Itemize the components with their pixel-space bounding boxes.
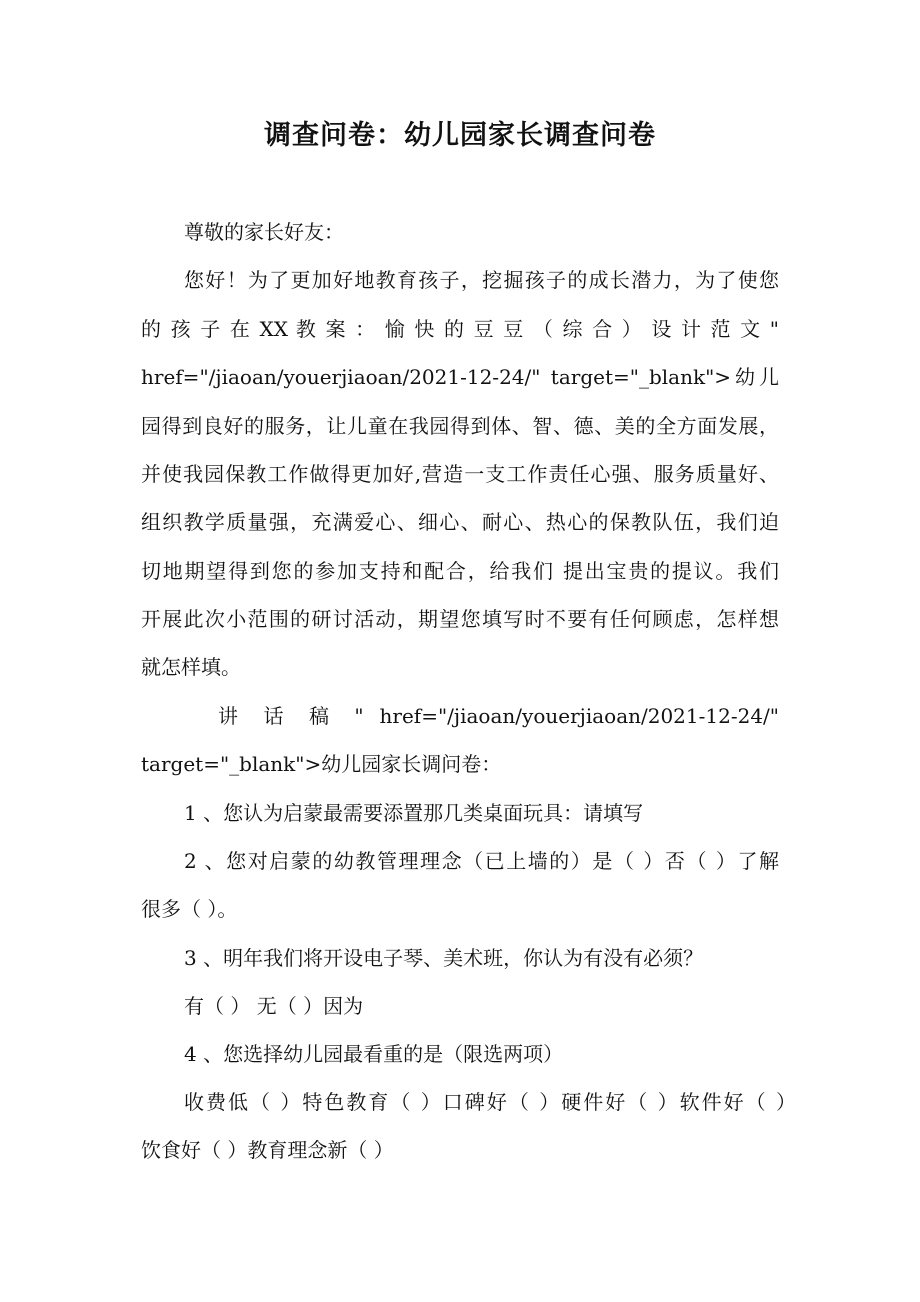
- question-3: 3 、明年我们将开设电子琴、美术班，你认为有没有必须？: [184, 946, 704, 970]
- paragraph2-line-1: 讲 话 稿 " href="/jiaoan/youerjiaoan/2021-12-24/": [218, 704, 779, 728]
- question-4: 4 、您选择幼儿园最看重的是（限选两项）: [184, 1042, 564, 1066]
- question-2-line-1: 2 、您对启蒙的幼教管理理念（已上墙的）是（ ）否（ ）了解: [184, 849, 779, 873]
- paragraph1-line-3: href="/jiaoan/youerjiaoan/2021-12-24/" target="_blank">幼儿: [141, 365, 779, 389]
- question-4-options-line-1: 收费低（ ）特色教育（ ）口碑好（ ）硬件好（ ）软件好（ ）: [184, 1090, 796, 1114]
- greeting: 尊敬的家长好友：: [184, 220, 344, 244]
- paragraph2-line-2: target="_blank">幼儿园家长调问卷：: [141, 752, 502, 776]
- paragraph1-line-6: 组织教学质量强，充满爱心、细心、耐心、热心的保教队伍，我们迫: [141, 510, 779, 534]
- document-title: 调查问卷：幼儿园家长调查问卷: [264, 120, 656, 151]
- question-2-line-2: 很多（ ）。: [141, 897, 238, 921]
- paragraph1-line-5: 并使我园保教工作做得更加好,营造一支工作责任心强、服务质量好、: [141, 462, 779, 486]
- paragraph1-line-7: 切地期望得到您的参加支持和配合，给我们 提出宝贵的提议。我们: [141, 559, 779, 583]
- question-1: 1 、您认为启蒙最需要添置那几类桌面玩具：请填写: [184, 801, 644, 825]
- paragraph1-line-9: 就怎样填。: [141, 655, 241, 679]
- paragraph1-line-8: 开展此次小范围的研讨活动，期望您填写时不要有任何顾虑，怎样想: [141, 607, 779, 631]
- paragraph1-line-2: 的 孩 子 在 XX 教 案 ： 愉 快 的 豆 豆 （ 综 合 ） 设 计 范 文 ": [141, 317, 779, 341]
- question-3-options: 有（ ） 无（ ）因为: [184, 994, 364, 1018]
- paragraph1-line-4: 园得到良好的服务，让儿童在我园得到体、智、德、美的全方面发展，: [141, 414, 779, 438]
- question-4-options-line-2: 饮食好（ ）教育理念新（ ）: [141, 1138, 394, 1162]
- paragraph1-line-1: 您好！为了更加好地教育孩子，挖掘孩子的成长潜力，为了使您: [184, 268, 779, 292]
